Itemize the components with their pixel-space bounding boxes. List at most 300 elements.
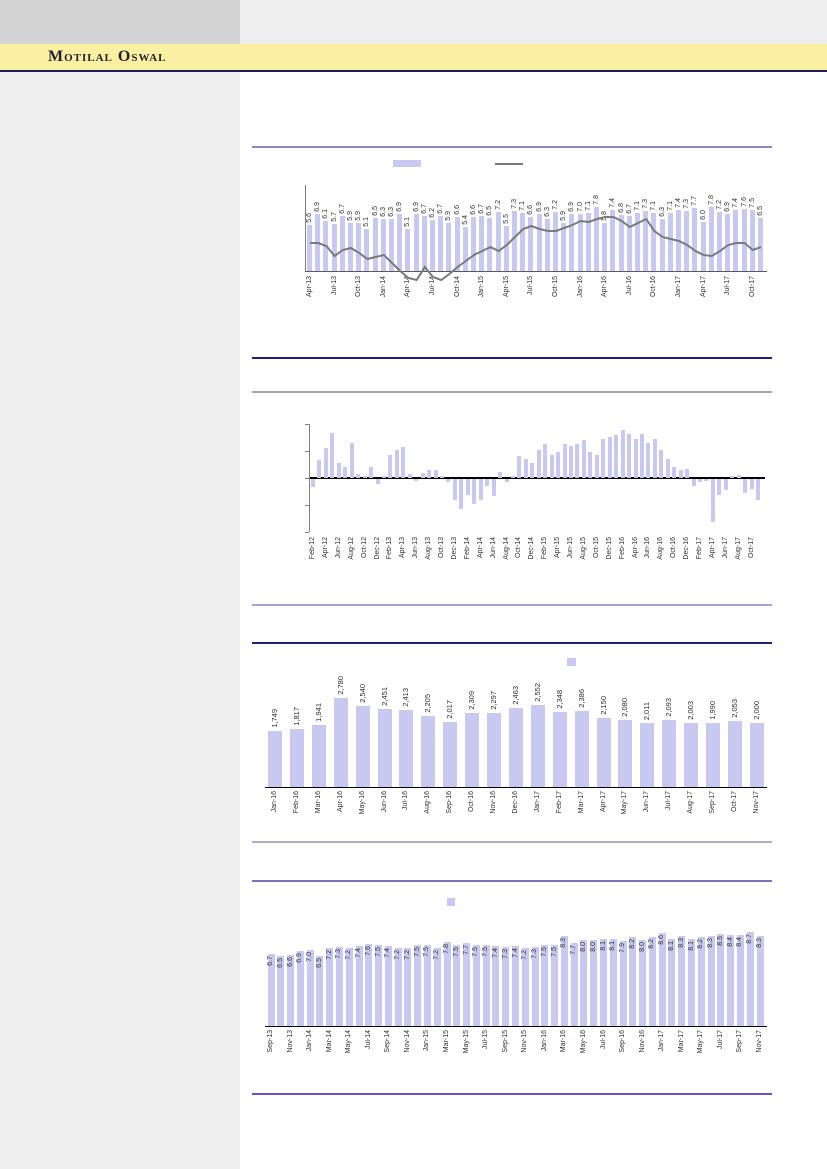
x-axis-label: Oct-17 [748,276,756,298]
bar-value-label: 7.5 [452,947,460,957]
x-axis-label: Oct-15 [552,276,559,298]
x-axis-label: Apr-17 [708,537,716,559]
x-axis-label: Feb-14 [463,537,471,560]
bar-value-label: 2,297 [489,691,498,710]
x-axis-label: Nov-15 [521,1030,529,1053]
bar [385,946,392,1026]
x-axis-label: Apr-13 [399,537,407,559]
y-axis-tick [305,451,309,452]
x-axis-label: Jan-16 [271,791,278,813]
bar [618,720,632,787]
bar [395,450,399,478]
bar-value-label: 7.2 [552,200,559,210]
bar [375,945,382,1026]
x-axis-label: Jul-14 [429,276,436,296]
x-axis-label: Jul-14 [364,1030,372,1050]
bar [621,430,625,478]
x-axis-label: Aug-15 [579,537,587,560]
x-axis-label: Oct-14 [515,537,523,559]
bar-value-label: 7.3 [531,949,539,959]
bar-value-label: 2,080 [620,698,630,717]
bar-value-label: 2,309 [467,691,477,710]
bar-value-label: 8.1 [599,941,607,951]
bar-value-label: 7.9 [619,943,627,953]
bar [472,479,476,504]
bar [737,475,741,478]
x-axis-label: Jun-15 [567,537,574,559]
bar [614,435,618,478]
bar [747,932,754,1026]
x-axis-label: Apr-17 [699,276,707,298]
bar-value-label: 2,463 [510,686,520,705]
bar [563,444,567,478]
bar [704,479,708,481]
bar [750,723,764,787]
x-axis-label: Feb-15 [541,537,549,560]
bar [509,708,523,787]
bar [434,470,438,478]
bar-value-label: 5.9 [355,211,363,221]
bar-value-label: 6.3 [388,207,395,217]
bar [600,939,607,1026]
bar-value-label: 7.2 [494,200,502,210]
x-axis-label: Aug-17 [687,791,695,814]
bar-value-label: 7.7 [691,196,699,206]
bar-value-label: 6.0 [699,210,707,220]
x-axis-label: Feb-16 [618,537,626,560]
bar-value-label: 7.7 [462,945,470,955]
bar-value-label: 2,348 [554,690,564,709]
x-axis-label: May-14 [345,1030,353,1054]
x-axis-label: Apr-13 [306,276,313,298]
x-axis-label: Feb-13 [386,537,394,560]
bar-value-label: 6.1 [322,209,330,219]
bar [365,944,372,1026]
bar [597,718,611,787]
bar-value-label: 7.3 [642,199,650,209]
x-axis-label: Apr-16 [601,276,609,298]
bar-value-label: 7.1 [584,201,592,211]
bar-value-label: 8.3 [756,938,763,948]
bar [440,476,444,478]
bar [653,439,657,478]
bar-value-label: 6.7 [338,204,346,214]
bar [541,945,548,1026]
bar [337,463,341,478]
bar-value-label: 7.0 [576,202,584,212]
x-axis-label: Jan-17 [658,1030,666,1052]
bar [728,721,742,787]
bar [706,723,720,787]
x-axis-label: Nov-17 [752,791,760,814]
x-axis-label: Apr-14 [476,537,484,559]
bar-value-label: 6.9 [535,202,543,212]
brand-logo: Motilal Oswal [48,48,167,65]
rule-top-chart1 [252,146,772,148]
bar [483,945,490,1026]
bar-value-label: 7.4 [732,198,740,208]
bar-value-label: 8.2 [628,939,636,949]
bar-value-label: 6.9 [412,202,420,212]
bar-value-label: 7.4 [355,948,363,958]
bar-value-label: 8.1 [687,941,695,951]
x-axis-label: Feb-16 [292,791,300,814]
bar-value-label: 5.9 [347,211,354,221]
x-axis-label: Jul-16 [625,276,633,296]
bar-value-label: 1,941 [313,703,323,722]
bar [443,722,457,787]
x-axis-label: Jun-12 [334,537,342,559]
x-axis-label: Mar-16 [314,791,322,814]
bar [517,456,521,478]
bar [659,450,663,478]
bar-value-label: 6.6 [453,205,461,215]
bar-value-label: 7.5 [482,947,490,957]
x-axis-label: Mar-14 [325,1030,333,1053]
x-axis-label: Aug-14 [502,537,510,560]
x-axis-label: Jul-16 [599,1030,607,1050]
x-axis-label: Jul-16 [402,791,410,811]
chart3-bar-chart [240,648,780,848]
bar [463,943,470,1026]
bar-value-label: 7.3 [501,949,509,959]
bar-value-label: 2,413 [401,688,411,707]
x-axis-label: Mar-17 [677,1030,685,1053]
bar-value-label: 6.5 [486,206,494,216]
bar-value-label: 5.5 [502,214,510,224]
bar-value-label: 7.8 [443,944,451,954]
bar [492,479,496,496]
bar-value-label: 2,386 [576,689,586,708]
bar-value-label: 2,205 [423,694,433,713]
x-axis-label: Nov-14 [403,1030,411,1053]
bar [334,698,348,787]
bar [698,479,702,482]
bar [627,434,631,478]
bar [588,452,592,478]
bar-value-label: 7.4 [511,948,519,958]
header-gray-block [0,0,240,44]
x-axis-label: Jul-17 [716,1030,724,1050]
bar [356,946,363,1026]
bar [551,945,558,1026]
bar [330,433,334,478]
bar [620,941,627,1026]
x-axis-label: Oct-16 [670,537,678,559]
bar [473,945,480,1026]
x-axis-label: Jun-16 [644,537,652,559]
bar [356,706,370,787]
x-axis-label: Oct-16 [650,276,658,298]
bar [511,476,515,478]
bar-value-label: 6.7 [625,204,633,214]
bar [668,939,675,1026]
bar-value-label: 6.3 [658,207,666,217]
x-axis-label: May-15 [462,1030,470,1054]
x-axis-label: Nov-16 [638,1030,646,1053]
bar [317,460,321,478]
bar [378,709,392,787]
x-axis-label: Nov-17 [756,1030,763,1053]
bar-value-label: 1,990 [708,701,717,720]
bar [531,705,545,787]
bar-value-label: 6.3 [543,207,551,217]
rule-top-chart4 [252,880,772,882]
bar-value-label: 7.8 [593,195,600,205]
bar-value-label: 7.5 [748,198,756,208]
x-axis-label: May-16 [358,791,366,815]
header-gray-strip [240,0,827,44]
bar [750,479,754,489]
x-axis-label: Sep-16 [619,1030,627,1053]
bar [453,479,457,500]
x-axis-label: Apr-14 [404,276,412,298]
x-axis-label: Dec-16 [511,791,519,814]
bar-value-label: 6.7 [267,956,274,966]
y-axis-tick [305,505,309,506]
bar-value-label: 6.9 [724,202,732,212]
bar-value-label: 7.2 [325,950,333,960]
x-axis-label: Apr-15 [554,537,562,559]
bar-value-label: 8.2 [697,939,705,949]
bar [324,448,328,478]
bar [640,723,654,787]
x-axis-label: May-17 [697,1030,705,1054]
bar-value-label: 6.6 [286,957,294,967]
bar [629,937,636,1026]
x-axis-label: Nov-16 [490,791,497,814]
bar-value-label: 7.4 [384,948,392,958]
x-axis-label: Jul-13 [330,276,338,296]
bar [505,479,509,482]
x-axis-label: Sep-17 [736,1030,744,1053]
bar-value-label: 7.2 [716,200,723,210]
bar [268,731,282,787]
bar [711,479,715,522]
x-axis-label: Mar-17 [577,791,585,814]
bar-value-label: 2,552 [532,683,542,702]
bar-value-label: 6.6 [527,205,535,215]
bar-value-label: 6.5 [315,958,323,968]
bar [465,713,479,787]
bar-value-label: 8.6 [658,935,666,945]
y-axis-tick [305,478,309,479]
bar [737,935,744,1026]
x-axis-label: Aug-16 [424,791,432,814]
x-axis-label: May-16 [579,1030,587,1054]
bar [421,473,425,478]
bar [311,479,315,487]
bar [595,455,599,478]
x-axis-label: Aug-12 [347,537,355,560]
bar [688,939,695,1026]
bar-value-label: 8.1 [667,941,675,951]
brand-band [0,44,827,70]
x-axis-label: Jul-15 [527,276,535,296]
bar-value-label: 8.3 [707,938,715,948]
bar [414,945,421,1026]
bar-value-label: 8.1 [609,941,617,951]
bar [678,936,685,1026]
bar-value-label: 2,540 [357,684,367,703]
bar-value-label: 7.2 [394,950,402,960]
bar-value-label: 7.1 [650,201,658,211]
bar [401,447,405,478]
bar [684,723,698,787]
x-axis-label: Jun-16 [380,791,388,813]
bar [537,450,541,478]
bar [524,459,528,478]
x-axis-label: Oct-17 [730,791,738,813]
bar-value-label: 2,000 [751,701,761,720]
bar [343,467,347,478]
bar [692,479,696,486]
bar-value-label: 2,053 [729,699,739,718]
bar [634,439,638,478]
bar [485,479,489,486]
bar [717,479,721,495]
x-axis-label: Oct-17 [747,537,755,559]
x-axis-label: May-17 [621,791,629,815]
x-axis-label: Feb-17 [696,537,703,560]
bar [708,936,715,1026]
x-axis-label: Aug-16 [657,537,665,560]
bar [569,446,573,478]
bar [369,467,373,478]
bar-value-label: 6.9 [396,202,404,212]
bar [639,940,646,1026]
x-axis-label: Sep-17 [709,791,716,814]
bar [290,729,304,787]
bar-value-label: 2,003 [686,701,696,720]
bar [532,947,539,1026]
rule-top-chart3 [252,642,772,644]
bar-value-label: 8.5 [716,936,724,946]
x-axis-label: Jan-14 [379,276,387,298]
bar [757,936,764,1026]
x-axis-label: Sep-13 [267,1030,274,1053]
bar-value-label: 7.3 [511,199,518,209]
x-axis-label: Sep-16 [446,791,454,814]
bar-value-label: 5.6 [306,213,313,223]
bar [388,455,392,478]
x-axis-label: Jan-17 [533,791,541,813]
bar [717,934,724,1026]
trend-line [305,175,775,287]
bar-value-label: 5.8 [601,211,609,221]
bar [662,720,676,787]
bar [685,469,689,478]
x-axis-label: Dec-14 [528,537,536,560]
bar-value-label: 7.5 [472,947,480,957]
x-axis-label: Dec-16 [683,537,691,560]
bar-value-label: 7.3 [335,949,343,959]
bar [399,710,413,787]
legend-bar-swatch [447,898,455,906]
bar-value-label: 7.5 [413,947,421,957]
bar [453,945,460,1026]
x-axis-label: Jan-15 [423,1030,431,1052]
x-axis-label: Mar-15 [443,1030,451,1053]
bar-value-label: 2,017 [445,700,455,719]
bar-value-label: 5.1 [404,217,412,227]
bar [543,444,547,478]
bar-value-label: 8.4 [726,937,734,947]
bar [512,946,519,1026]
bar [580,940,587,1026]
bar [427,470,431,478]
bar-value-label: 5.9 [560,211,568,221]
x-axis-label: Sep-14 [384,1030,392,1053]
bar [571,943,578,1026]
x-axis-label: Jul-15 [482,1030,490,1050]
bar-value-label: 7.1 [519,201,527,211]
bar [698,937,705,1026]
bar [408,474,412,478]
x-axis-label: Jun-17 [643,791,651,813]
bar [649,937,656,1026]
y-axis-tick [305,532,309,533]
bar [459,479,463,509]
bar-value-label: 8.0 [579,942,587,952]
bar [498,472,502,478]
bar-value-label: 7.2 [433,950,441,960]
x-axis-label: Dec-13 [450,537,458,560]
bar-value-label: 8.0 [589,942,597,952]
bar-value-label: 6.5 [276,958,284,968]
bar [550,455,554,478]
x-axis-label: Aug-17 [734,537,742,560]
bar-value-label: 7.1 [634,201,641,211]
bar [312,725,326,787]
bar [575,711,589,787]
bar [608,437,612,478]
bar-value-label: 7.6 [740,197,748,207]
x-axis-label: Apr-17 [599,791,607,813]
x-axis-label: Oct-15 [592,537,600,559]
bar-value-label: 6.7 [478,204,486,214]
bar-value-label: 7.6 [364,946,372,956]
bar [382,476,386,478]
bar [444,942,451,1026]
bar [356,474,360,478]
bar-value-label: 7.4 [491,948,499,958]
bar-value-label: 7.1 [666,201,674,211]
x-axis-label: Jun-17 [721,537,729,559]
x-axis-label: Feb-12 [309,537,316,560]
x-axis-label: Jan-17 [675,276,682,298]
bar-value-label: 7.2 [403,950,411,960]
chart2-bar-chart [240,390,780,605]
bar-value-label: 6.9 [296,953,304,963]
bar-value-label: 5.1 [363,217,371,227]
x-axis-label: Jul-17 [665,791,673,811]
bar [743,479,747,493]
bar [556,452,560,478]
bar [530,463,534,478]
legend-line-swatch [495,163,523,165]
bar-value-label: 7.5 [550,947,558,957]
x-axis-line [265,1026,767,1027]
bar [336,947,343,1026]
x-axis-label: Oct-16 [468,791,476,813]
x-axis-label: Jan-16 [540,1030,548,1052]
bar [424,945,431,1026]
bar-value-label: 8.2 [648,939,656,949]
x-axis-label: Mar-16 [560,1030,568,1053]
bar [672,467,676,478]
bar-value-label: 8.0 [638,942,646,952]
